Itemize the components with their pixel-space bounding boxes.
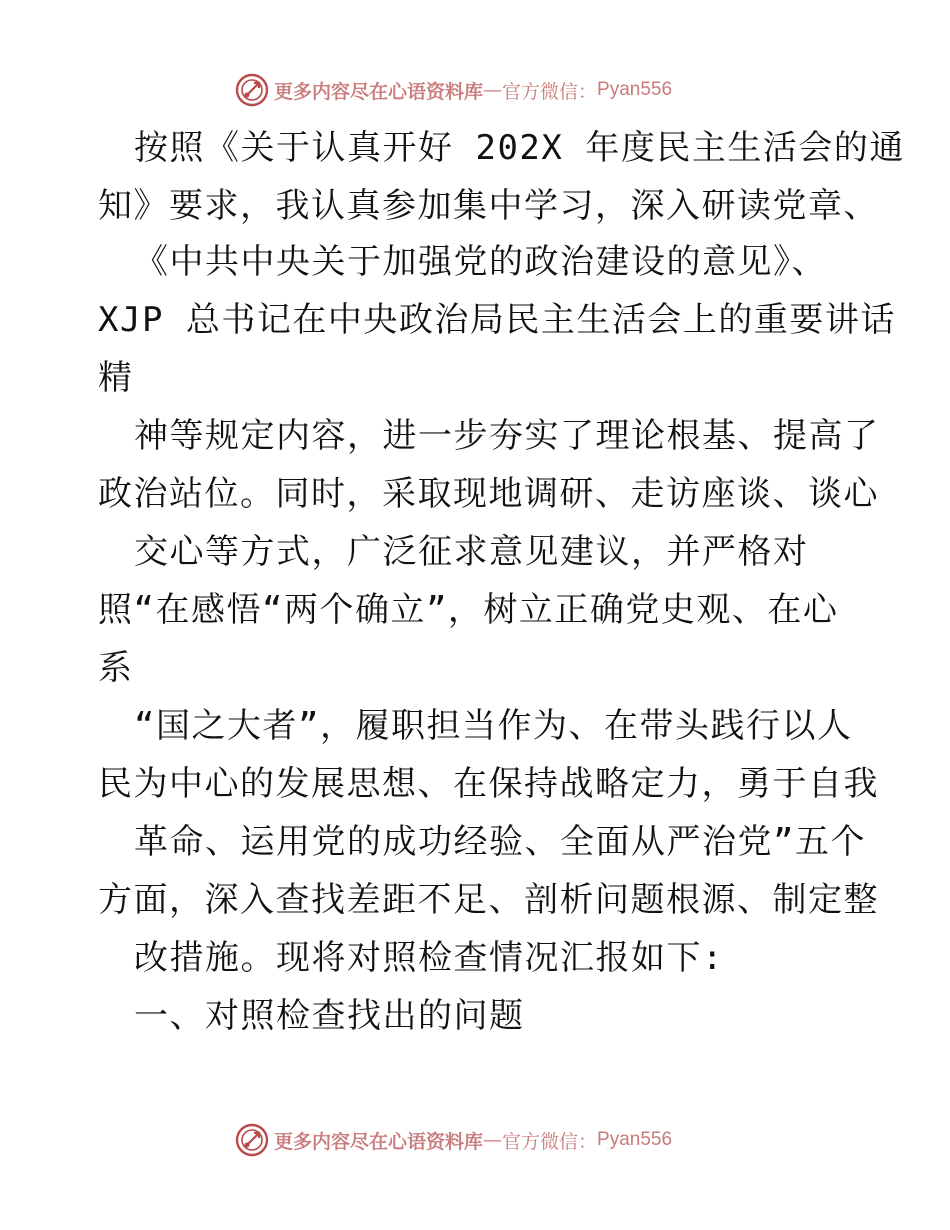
body-line-4: XJP 总书记在中央政治局民主生活会上的重要讲话	[98, 300, 896, 340]
body-line-3: 《中共中央关于加强党的政治建设的意见》、	[134, 242, 827, 282]
watermark-dash: —	[483, 79, 503, 101]
body-line-15: 改措施。现将对照检查情况汇报如下:	[134, 938, 724, 978]
body-line-1: 按照《关于认真开好 202X 年度民主生活会的通	[134, 128, 905, 168]
watermark-wechat-label: 官方微信：	[502, 1130, 598, 1153]
seal-logo-icon	[234, 1122, 270, 1158]
body-line-9: 照“在感悟“两个确立”，树立正确党史观、在心	[98, 590, 839, 630]
watermark-dash: —	[483, 1129, 503, 1151]
body-line-12: 民为中心的发展思想、在保持战略定力，勇于自我	[98, 764, 879, 804]
seal-logo-icon	[234, 72, 270, 108]
body-line-13: 革命、运用党的成功经验、全面从严治党”五个	[134, 822, 866, 862]
body-line-14: 方面，深入查找差距不足、剖析问题根源、制定整	[98, 880, 879, 920]
body-line-2: 知》要求，我认真参加集中学习，深入研读党章、	[98, 186, 879, 226]
body-line-10: 系	[98, 648, 134, 688]
watermark-wechat-label: 官方微信：	[502, 80, 598, 103]
header-watermark	[234, 72, 672, 108]
watermark-wechat-id: Pyan556	[597, 1129, 673, 1150]
watermark-main-text: 更多内容尽在心语资料库	[274, 80, 484, 103]
body-line-11: “国之大者”，履职担当作为、在带头践行以人	[134, 706, 853, 746]
body-line-7: 政治站位。同时，采取现地调研、走访座谈、谈心	[98, 474, 879, 514]
body-line-5: 精	[98, 358, 134, 398]
footer-watermark	[234, 1122, 672, 1158]
section-heading: 一、对照检查找出的问题	[134, 996, 525, 1036]
watermark-main-text: 更多内容尽在心语资料库	[274, 1130, 484, 1153]
body-line-6: 神等规定内容，进一步夯实了理论根基、提高了	[134, 416, 880, 456]
watermark-wechat-id: Pyan556	[597, 79, 673, 100]
body-line-8: 交心等方式，广泛征求意见建议，并严格对	[134, 532, 809, 572]
